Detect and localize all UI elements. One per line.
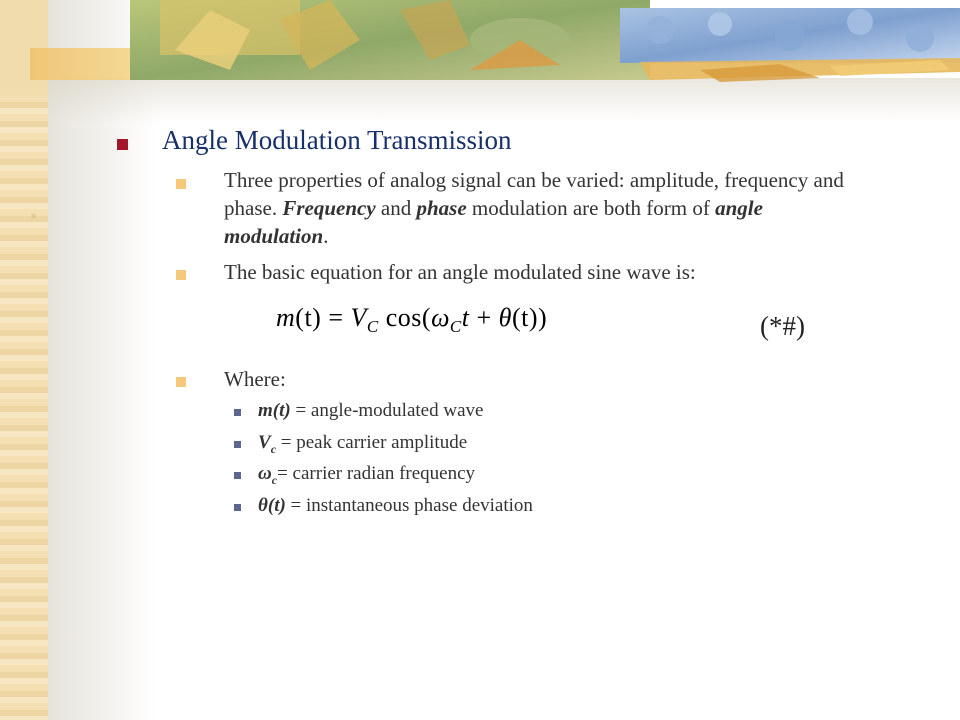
paragraph-mid: modulation are both form of (466, 196, 716, 220)
definition-item: m(t) = angle-modulated wave (258, 400, 484, 421)
paragraph-bullet (176, 270, 186, 280)
term-frequency: Frequency (282, 196, 376, 220)
properties-paragraph (224, 166, 844, 250)
definition-bullet (234, 441, 241, 448)
paragraph-end: . (323, 224, 329, 248)
paragraph-bullet (176, 179, 186, 189)
leaf-collage-banner (0, 0, 960, 95)
angle-modulation-equation: $m(t) = V_C$ $\cos(\omega_Ct + \theta(t))$ (276, 303, 548, 337)
term-phase: phase (416, 196, 467, 220)
definition-item: θ(t) = instantaneous phase deviation (258, 495, 533, 516)
paragraph-intro: Three properties of analog signal can be varied: amplitude, frequency and phase. (224, 168, 844, 220)
slide-title: Angle Modulation Transmission (162, 125, 512, 155)
equation-intro: The basic equation for an angle modulated sine wave is: (224, 260, 696, 284)
paragraph-bullet (176, 377, 186, 387)
definition-bullet (234, 472, 241, 479)
definition-item: $\omega_c=$ carrier radian frequency (258, 463, 476, 487)
definition-bullet (234, 409, 241, 416)
where-label: Where: (224, 367, 286, 391)
equation-label: (*#) (760, 311, 805, 341)
paper-texture-strip (0, 0, 48, 720)
definition-bullet (234, 504, 241, 511)
definition-item: $V_c$ = peak carrier amplitude (258, 432, 468, 456)
paragraph-and: and (375, 196, 417, 220)
term-angle-modulation: angle modulation (224, 196, 763, 248)
title-bullet (117, 139, 128, 150)
